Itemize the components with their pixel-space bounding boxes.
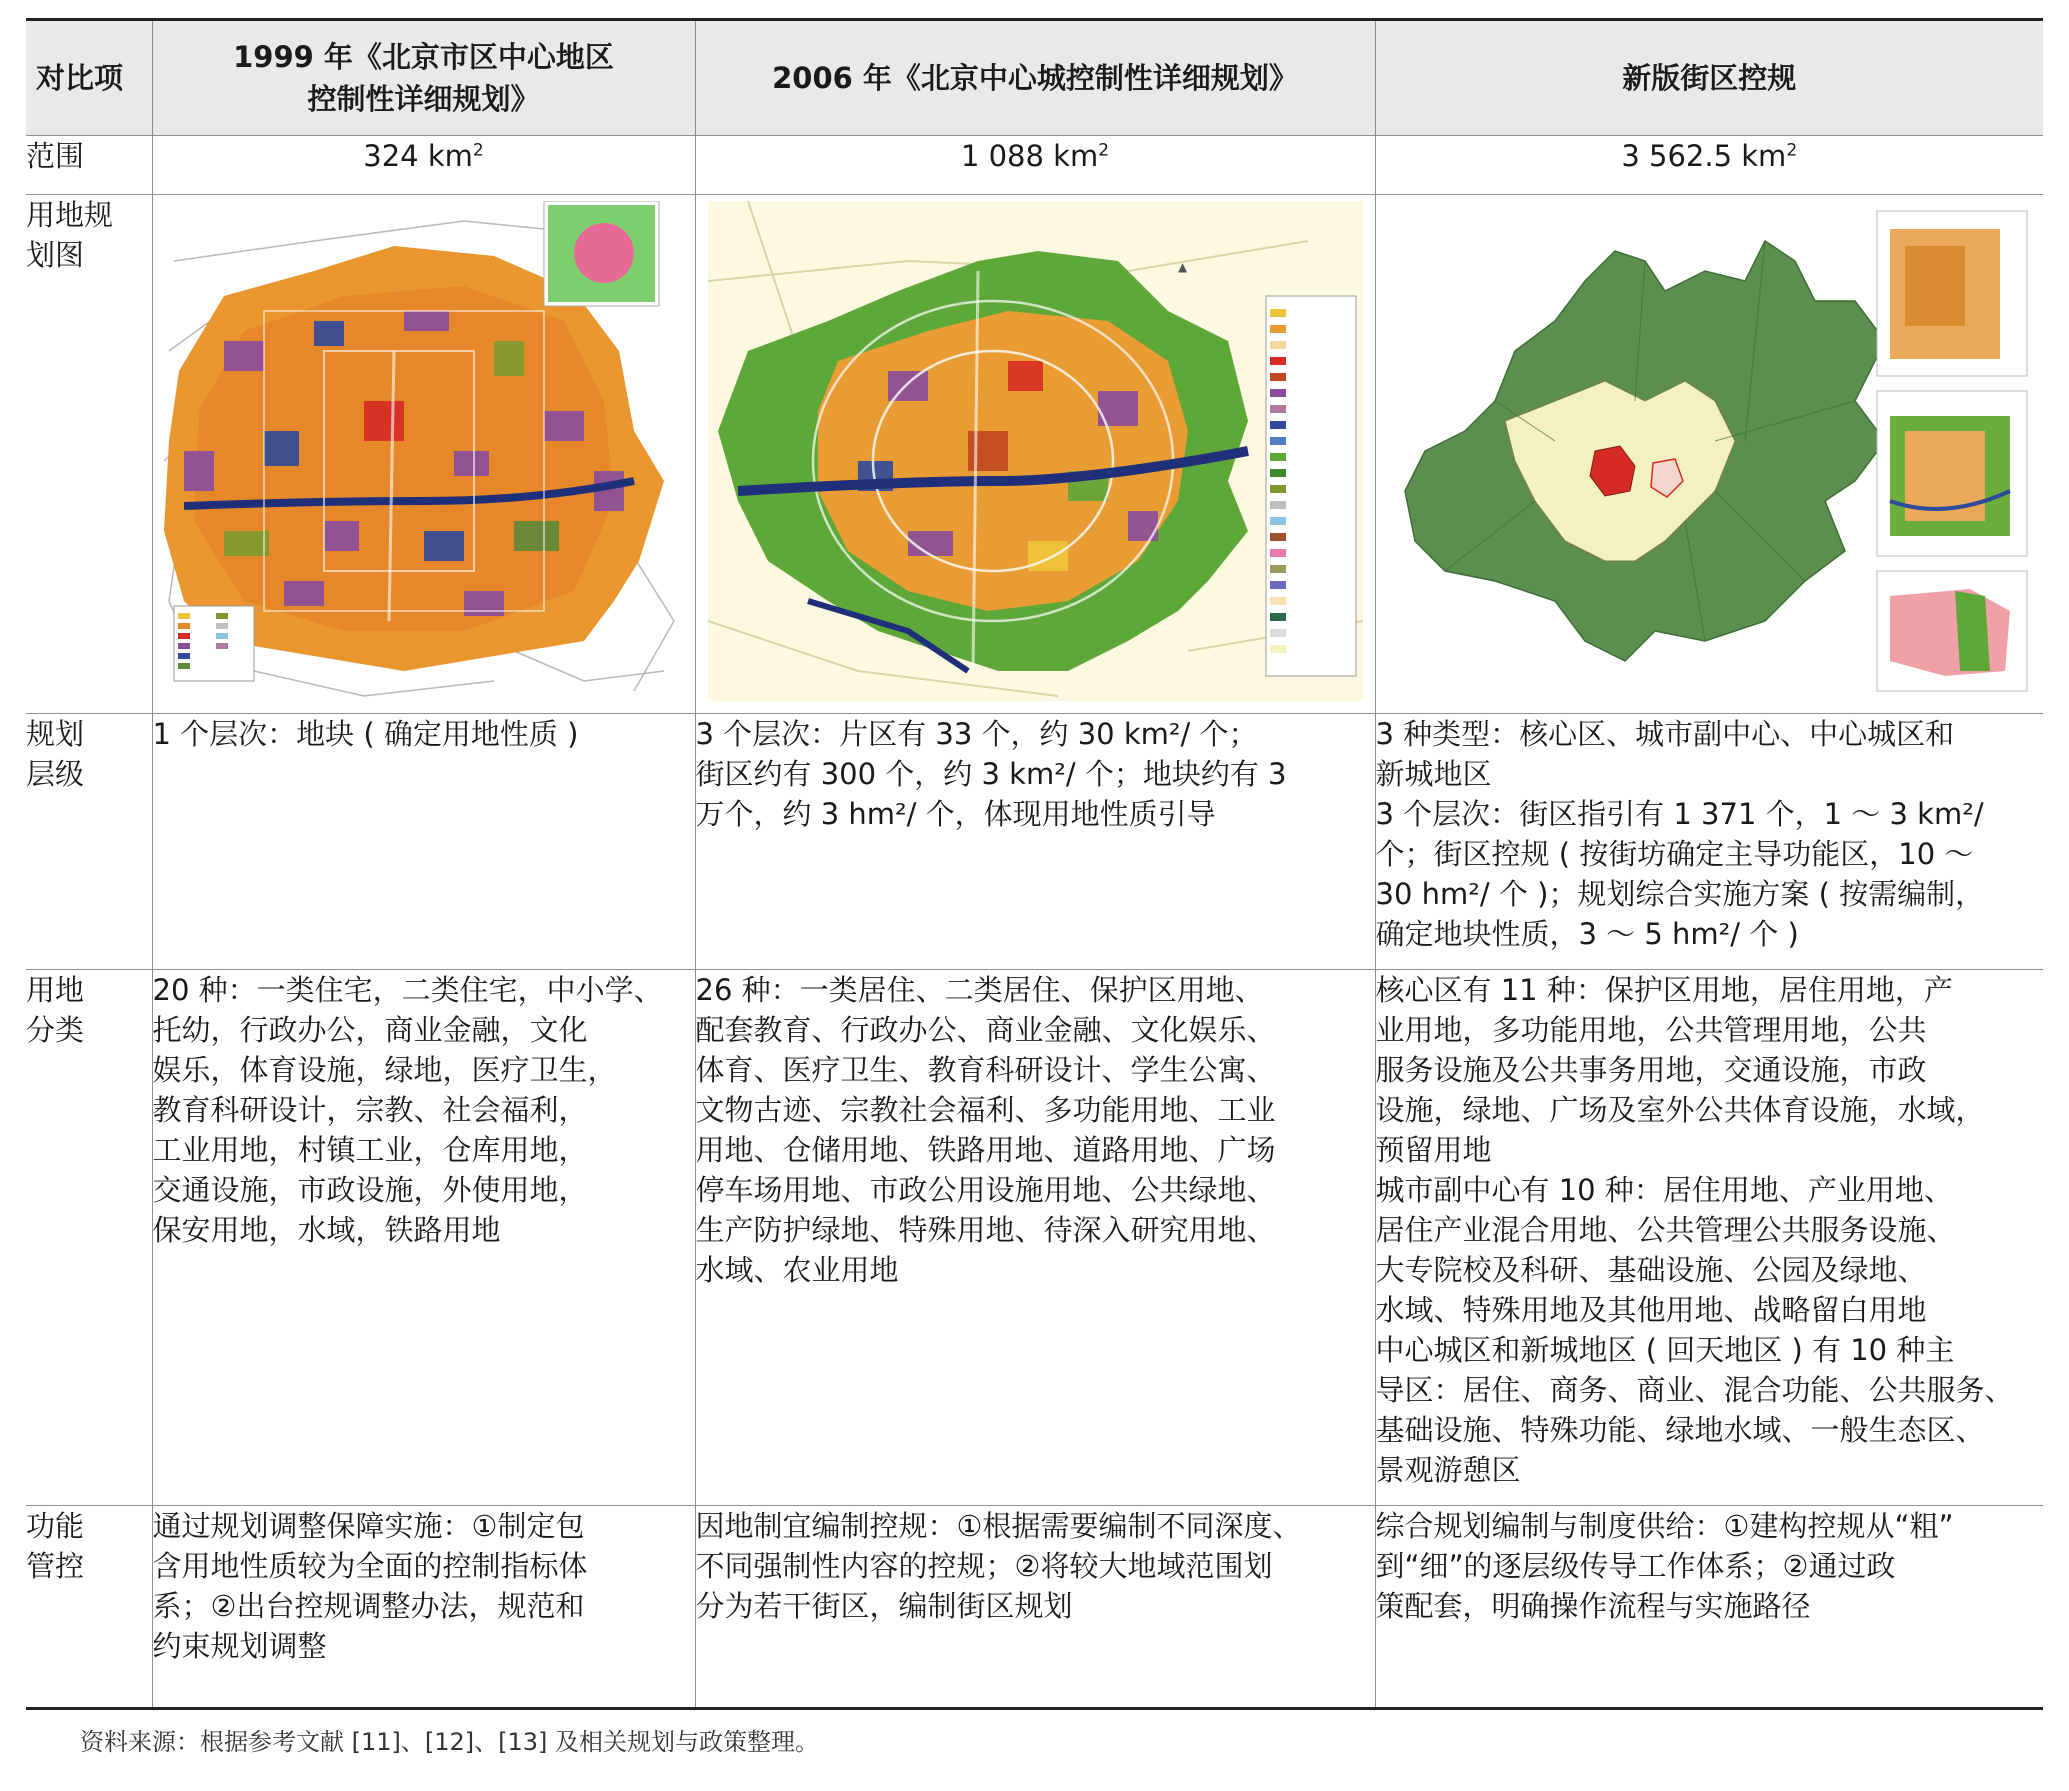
map-1999-cell bbox=[152, 195, 695, 714]
row-landuse-classification bbox=[26, 970, 2043, 1506]
row-landuse-map bbox=[26, 195, 2043, 714]
row-label-landuse-classification: 用地 分类 bbox=[26, 970, 152, 1506]
source-note: 资料来源：根据参考文献 [11]、[12]、[13] 及相关规划与政策整理。 bbox=[80, 1728, 820, 1756]
comparison-table bbox=[26, 18, 2043, 1710]
header-2006-plan: 2006 年《北京中心城控制性详细规划》 bbox=[695, 20, 1375, 136]
row-function-control bbox=[26, 1506, 2043, 1709]
level-2006: 3 个层次：片区有 33 个，约 30 km²/ 个； 街区约有 300 个，约 3 km²/ 个；地块约有 3 万个，约 3 hm²/ 个，体现用地性质引导 bbox=[695, 714, 1375, 970]
svg-text:▲: ▲ bbox=[1177, 260, 1187, 274]
row-label-function-control: 功能 管控 bbox=[26, 1506, 152, 1709]
row-label-range: 范围 bbox=[26, 136, 152, 195]
classification-new: 核心区有 11 种：保护区用地，居住用地，产 业用地，多功能用地，公共管理用地，公共 服务设施及公共事务用地，交通设施，市政 设施，绿地、广场及室外公共体育设施，水域， 预留用地 城市副中心有 10 种：居住用地、产业用地、 居住产业混合用地、公共管理公共服务设施、 大专院校及科研、基础设施、公园及绿地、 水域、特殊用地及其他用地、战略留白用地 中心城区和新城地区 ( 回天地区 ) 有 10 种主 导区：居住、商务、商业、混合功能、公共服务、 基础设施、特殊功能、绿地水域、一般生态区、 景观游憩区 bbox=[1375, 970, 2043, 1506]
function-new: 综合规划编制与制度供给：①建构控规从“粗” 到“细”的逐层级传导工作体系；②通过政 策配套，明确操作流程与实施路径 bbox=[1375, 1506, 2043, 1709]
range-new: 3 562.5 $km^2$ bbox=[1375, 136, 2043, 195]
function-1999: 通过规划调整保障实施：①制定包 含用地性质较为全面的控制指标体 系；②出台控规调整办法，规范和 约束规划调整 bbox=[152, 1506, 695, 1709]
map-2006-cell bbox=[695, 195, 1375, 714]
classification-1999: 20 种：一类住宅，二类住宅，中小学、 托幼，行政办公，商业金融，文化 娱乐，体育设施，绿地，医疗卫生， 教育科研设计，宗教、社会福利， 工业用地，村镇工业，仓库用地， 交通设施，市政设施，外使用地， 保安用地，水域，铁路用地 bbox=[152, 970, 695, 1506]
row-label-planning-level: 规划 层级 bbox=[26, 714, 152, 970]
level-new: 3 种类型：核心区、城市副中心、中心城区和 新城地区 3 个层次：街区指引有 1 371 个，1 ～ 3 km²/ 个；街区控规 ( 按街坊确定主导功能区，10 ～ 30 hm²/ 个 )；规划综合实施方案 ( 按需编制， 确定地块性质，3 ～ 5 hm²/ 个 ) bbox=[1375, 714, 2043, 970]
row-planning-level bbox=[26, 714, 2043, 970]
row-label-landuse-map: 用地规 划图 bbox=[26, 195, 152, 714]
level-1999: 1 个层次：地块 ( 确定用地性质 ) bbox=[152, 714, 695, 970]
function-2006: 因地制宜编制控规：①根据需要编制不同深度、 不同强制性内容的控规；②将较大地域范围划 分为若干街区，编制街区规划 bbox=[695, 1506, 1375, 1709]
range-1999: 324 $km^2$ bbox=[152, 136, 695, 195]
map-1999 bbox=[164, 201, 684, 701]
header-1999-plan: 1999 年《北京市区中心地区 控制性详细规划》 bbox=[152, 20, 695, 136]
range-2006: 1 088 $km^2$ bbox=[695, 136, 1375, 195]
map-new bbox=[1385, 201, 2033, 701]
map-new-cell bbox=[1375, 195, 2043, 714]
row-range bbox=[26, 136, 2043, 195]
classification-2006: 26 种：一类居住、二类居住、保护区用地、 配套教育、行政办公、商业金融、文化娱乐、 体育、医疗卫生、教育科研设计、学生公寓、 文物古迹、宗教社会福利、多功能用地、工业 用地、仓储用地、铁路用地、道路用地、广场 停车场用地、市政公用设施用地、公共绿地、 生产防护绿地、特殊用地、待深入研究用地、 水域、农业用地 bbox=[695, 970, 1375, 1506]
header-row bbox=[26, 20, 2043, 136]
header-new-plan: 新版街区控规 bbox=[1375, 20, 2043, 136]
map-2006 bbox=[708, 201, 1363, 701]
header-compare-item: 对比项 bbox=[26, 20, 152, 136]
